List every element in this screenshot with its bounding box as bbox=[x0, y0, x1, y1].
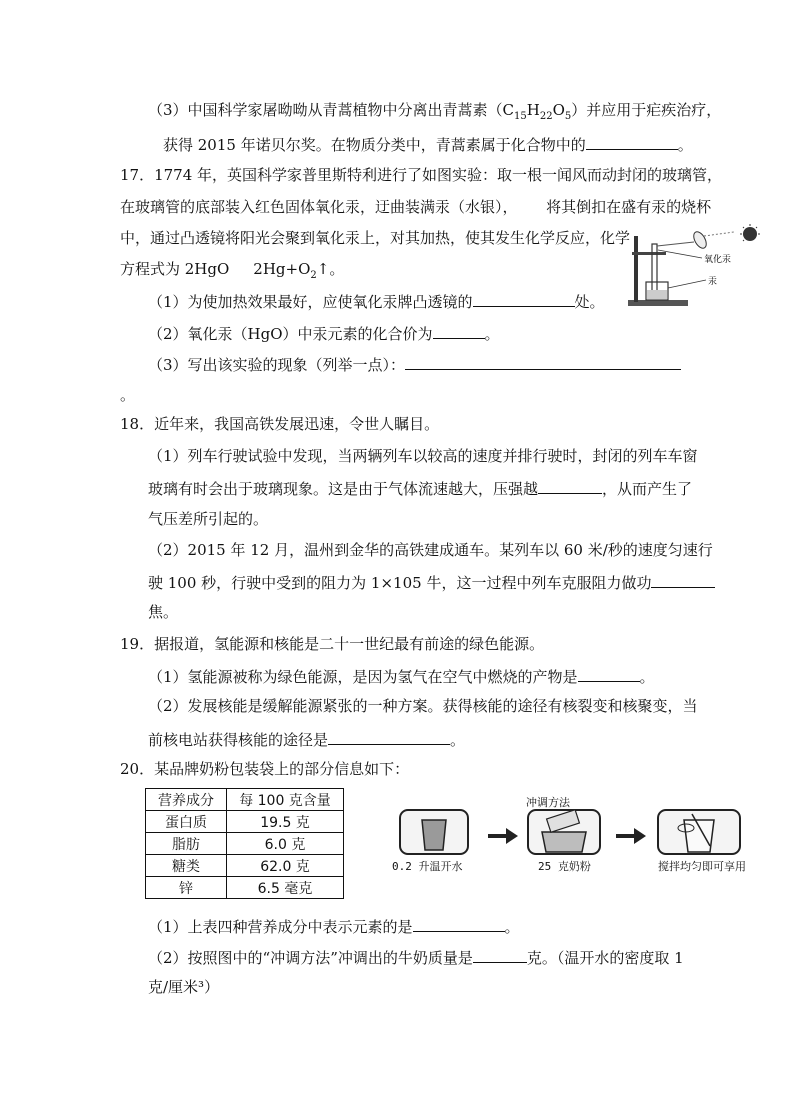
table-row bbox=[146, 877, 344, 899]
step1-label: 0.2 升温开水 bbox=[392, 860, 463, 873]
table-row bbox=[146, 833, 344, 855]
answer-blank[interactable] bbox=[413, 915, 505, 932]
table-header-row bbox=[146, 789, 344, 811]
q17-line3: 中，通过凸透镜将阳光会聚到氧化汞上，对其加热，使其发生化学反应，化学 bbox=[120, 229, 631, 247]
table-cell: 6.5 毫克 bbox=[227, 877, 344, 899]
table-cell: 19.5 克 bbox=[227, 811, 344, 833]
q17-line2: 在玻璃管的底部装入红色固体氧化汞，迂曲装满汞（水银）， 将其倒扣在盛有汞的烧杯 bbox=[120, 198, 712, 216]
q20-sub2-line2: 克/厘米³） bbox=[148, 978, 220, 996]
q18-sub2-line2: 驶 100 秒，行驶中受到的阻力为 1×105 牛，这一过程中列车克服阻力做功 bbox=[148, 571, 715, 593]
q17-sub2: （2）氧化汞（HgO）中汞元素的化合价为 。 bbox=[148, 322, 500, 344]
convex-lens bbox=[691, 230, 709, 251]
q16-3-line1: （3）中国科学家屠呦呦从青蒿植物中分离出青蒿素$(C_{15}H_{22}O_5)$并应用于疟疾治疗， bbox=[148, 101, 722, 122]
answer-blank[interactable] bbox=[328, 728, 450, 745]
q20-sub1: （1）上表四种营养成分中表示元素的是 。 bbox=[148, 915, 520, 937]
q17-sub3-end: 。 bbox=[120, 386, 136, 404]
table-cell: 62.0 克 bbox=[227, 855, 344, 877]
arrow-icon bbox=[488, 828, 518, 844]
glass-tube bbox=[652, 244, 657, 292]
answer-blank[interactable] bbox=[473, 946, 527, 963]
q17-equation: 方程式为 2HgO $2Hg+O_2↑$。 bbox=[120, 260, 345, 281]
q18-line1: 18．近年来，我国高铁发展迅速，令世人瞩目。 bbox=[120, 415, 440, 433]
answer-blank[interactable] bbox=[651, 571, 715, 588]
arrow-icon bbox=[616, 828, 646, 844]
answer-blank[interactable] bbox=[405, 353, 681, 370]
step2-label: 25 克奶粉 bbox=[538, 860, 591, 873]
table-header: 营养成分 bbox=[146, 789, 227, 811]
cup-icon bbox=[684, 820, 714, 852]
table-cell: 蛋白质 bbox=[146, 811, 227, 833]
q18-sub2-line3: 焦。 bbox=[148, 603, 179, 621]
label-hgo: 氧化汞 bbox=[704, 255, 732, 265]
q18-sub2-line1: （2）2015 年 12 月，温州到金华的高铁建成通车。某列车以 60 米/秒的速度匀速行 bbox=[148, 541, 713, 559]
q19-line1: 19．据报道，氢能源和核能是二十一世纪最有前途的绿色能源。 bbox=[120, 635, 545, 653]
label-hg: 汞 bbox=[708, 277, 718, 287]
q20-line1: 20．某品牌奶粉包装袋上的部分信息如下： bbox=[120, 760, 410, 778]
q18-sub1-line3: 气压差所引起的。 bbox=[148, 510, 269, 528]
q19-sub1: （1）氢能源被称为绿色能源，是因为氢气在空气中燃烧的产物是 。 bbox=[148, 665, 655, 687]
light-path bbox=[657, 242, 694, 246]
answer-blank[interactable] bbox=[433, 322, 485, 339]
cup-icon bbox=[422, 820, 446, 850]
cup-icon bbox=[542, 832, 586, 852]
table-header: 每 100 克含量 bbox=[227, 789, 344, 811]
answer-blank[interactable] bbox=[473, 290, 575, 307]
q19-sub2-line1: （2）发展核能是缓解能源紧张的一种方案。获得核能的途径有核裂变和核聚变，当 bbox=[148, 697, 698, 715]
table-cell: 脂肪 bbox=[146, 833, 227, 855]
q16-3-line2: 获得 2015 年诺贝尔奖。在物质分类中，青蒿素属于化合物中的 。 bbox=[163, 133, 693, 155]
mercury-in-beaker bbox=[647, 290, 667, 299]
answer-blank[interactable] bbox=[586, 133, 678, 150]
sun-icon bbox=[743, 227, 757, 241]
clamp-arm bbox=[632, 252, 666, 255]
nutrition-table bbox=[145, 788, 344, 899]
q20-sub2: （2）按照图中的“冲调方法”冲调出的牛奶质量是 克。（温开水的密度取 1 bbox=[148, 946, 684, 968]
table-row bbox=[146, 855, 344, 877]
q18-sub1-line2: 玻璃有时会出于玻璃现象。这是由于气体流速越大，压强越 ，从而产生了 bbox=[148, 477, 692, 499]
table-cell: 6.0 克 bbox=[227, 833, 344, 855]
step3-label: 搅拌均匀即可享用 bbox=[658, 860, 746, 873]
table-cell: 糖类 bbox=[146, 855, 227, 877]
apparatus-figure bbox=[622, 224, 772, 310]
answer-blank[interactable] bbox=[538, 477, 602, 494]
table-cell: 锌 bbox=[146, 877, 227, 899]
stand-rod bbox=[634, 236, 638, 302]
answer-blank[interactable] bbox=[578, 665, 640, 682]
q17-sub3: （3）写出该实验的现象（列举一点）： bbox=[148, 353, 681, 375]
q17-sub1: （1）为使加热效果最好，应使氧化汞牌凸透镜的 处。 bbox=[148, 290, 605, 312]
table-row bbox=[146, 811, 344, 833]
q19-sub2-line2: 前核电站获得核能的途径是 。 bbox=[148, 728, 465, 750]
mixing-method-diagram bbox=[388, 794, 778, 878]
q18-sub1-line1: （1）列车行驶试验中发现，当两辆列车以较高的速度并排行驶时，封闭的列车车窗 bbox=[148, 447, 698, 465]
q17-line1: 17．1774 年，英国科学家普里斯特利进行了如图实验：取一根一闻风而动封闭的玻璃管， bbox=[120, 166, 723, 184]
diagram-title: 冲调方法 bbox=[526, 796, 570, 809]
